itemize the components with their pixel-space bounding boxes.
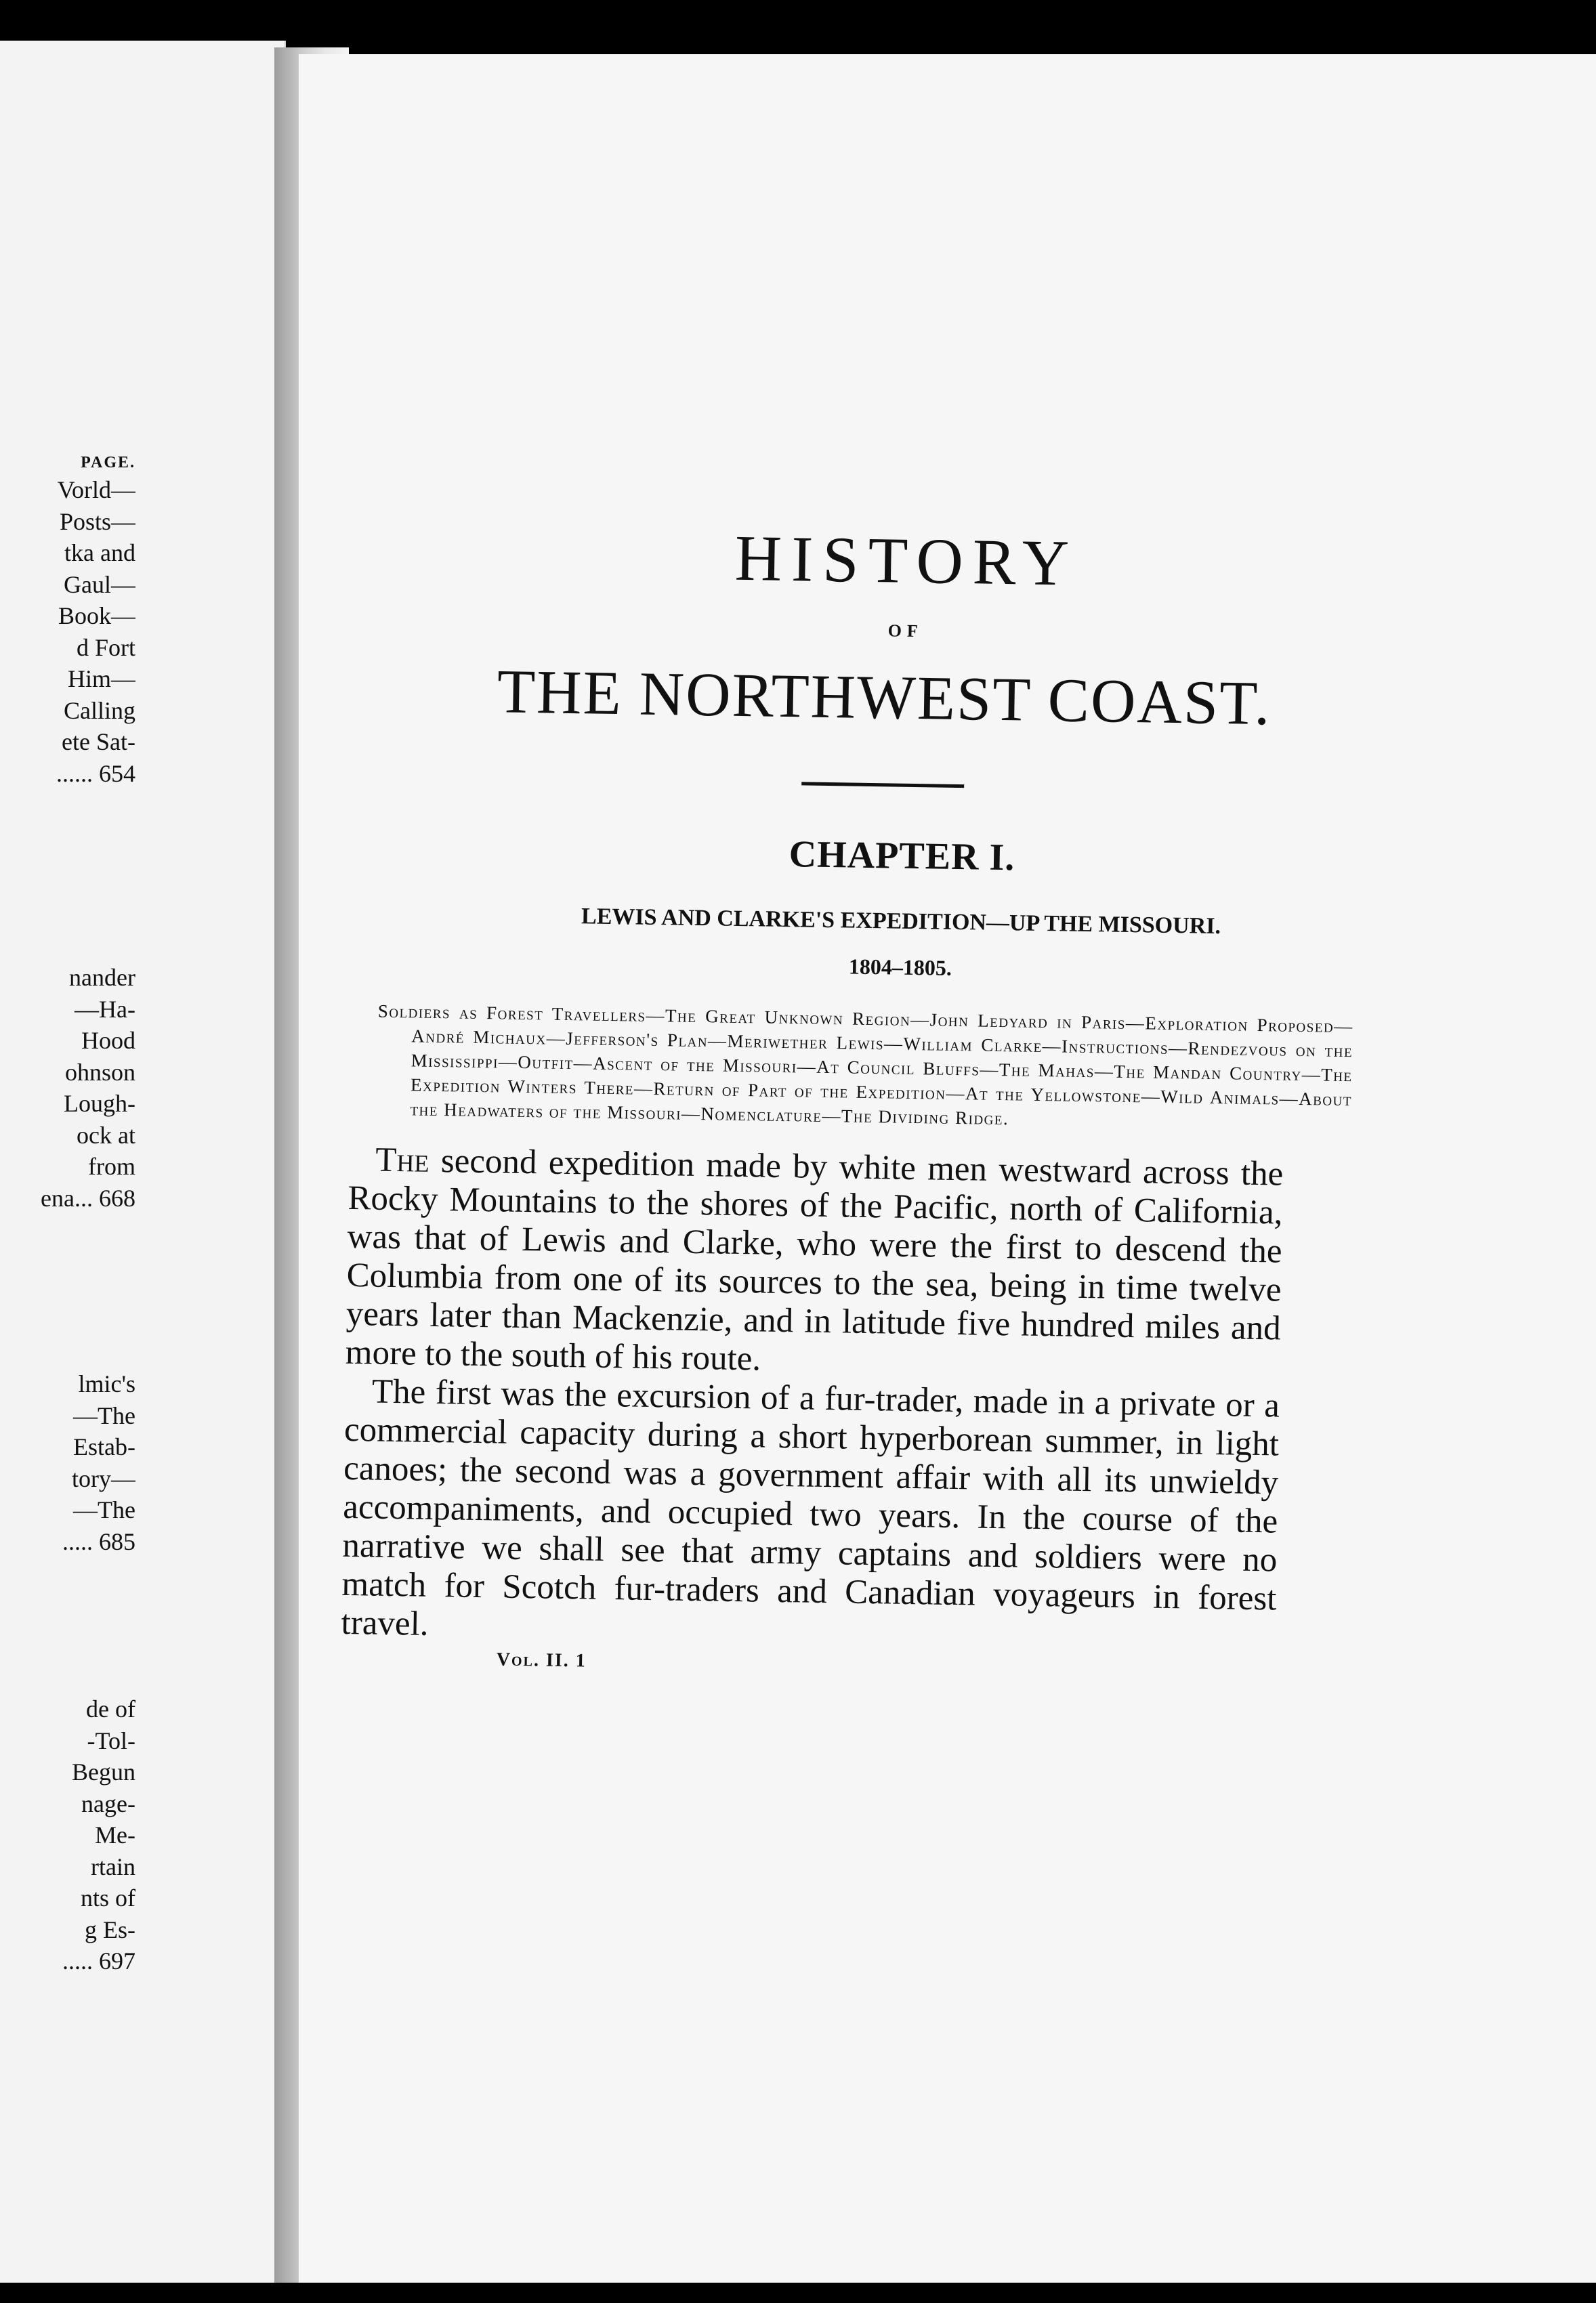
book-subtitle: THE NORTHWEST COAST. — [497, 656, 1272, 738]
chapter-summary — [376, 999, 1353, 1137]
left-toc-line: Calling — [64, 696, 135, 724]
page-content — [341, 488, 1375, 1684]
volume-signature: Vol. II. 1 — [496, 1649, 587, 1672]
chapter-dates: 1804–1805. — [848, 954, 952, 980]
left-toc-line: rtain — [91, 1853, 135, 1880]
left-toc-line: tory— — [72, 1464, 135, 1492]
left-toc-block-4 — [0, 1693, 135, 1977]
chapter-summary-text: Soldiers as Forest Travellers—The Great Unknown Region—John Ledyard in Paris—Exploration Proposed—André Michaux—Jefferson's Plan—Meriwether Lewis—William Clarke—Instructions—Rendezvous on the Mississippi—Outfit—Ascent of the Missouri—At Council Bluffs—The Mahas—The Mandan Country—The Expedition Winters There—Return of Part of the Expedition—At the Yellowstone—Wild Animals—About the Headwaters of the Missouri—Nomenclature—The Dividing Ridge. — [377, 1000, 1353, 1129]
left-toc-line: nage- — [81, 1790, 135, 1817]
left-toc-line: nts of — [81, 1884, 135, 1911]
left-toc-line: Lough- — [64, 1090, 135, 1117]
left-toc-line: ohnson — [64, 1058, 135, 1086]
paragraph-1-lead: The — [375, 1141, 429, 1180]
left-toc-line: Hood — [81, 1027, 135, 1054]
scan-border — [0, 2283, 1596, 2303]
left-toc-line: Vorld— — [57, 476, 135, 503]
left-toc-line: ena... 668 — [41, 1184, 135, 1212]
left-toc-line: tka and — [64, 539, 135, 566]
left-toc-line: Estab- — [73, 1433, 135, 1460]
left-toc-line: de of — [86, 1695, 135, 1723]
left-toc-line: ..... 685 — [62, 1527, 135, 1555]
left-toc-line: ...... 654 — [56, 759, 135, 787]
book-title: HISTORY — [734, 521, 1079, 599]
left-toc-line: -Tol- — [87, 1727, 135, 1754]
left-toc-line: Begun — [72, 1758, 135, 1786]
left-toc-line: from — [88, 1153, 135, 1180]
left-toc-line: Posts— — [59, 507, 135, 535]
left-toc-line: Book— — [58, 602, 135, 629]
left-toc-line: g Es- — [85, 1916, 135, 1943]
chapter-title: LEWIS AND CLARKE'S EXPEDITION—UP THE MISSOURI. — [581, 904, 1221, 939]
left-toc-line: ..... 697 — [62, 1947, 135, 1974]
left-toc-line: d Fort — [76, 633, 135, 661]
left-toc-block-1 — [0, 474, 135, 789]
body-text — [341, 1141, 1283, 1657]
left-toc-line: lmic's — [78, 1370, 135, 1397]
left-page-heading: PAGE. — [81, 454, 135, 471]
left-toc-block-2 — [0, 962, 135, 1214]
left-page — [0, 41, 286, 2296]
left-toc-line: Gaul— — [64, 570, 135, 598]
left-toc-block-3 — [0, 1368, 135, 1557]
left-toc-line: ock at — [77, 1121, 135, 1149]
left-toc-line: ete Sat- — [62, 728, 135, 755]
left-toc-line: nander — [69, 964, 135, 991]
paragraph-1-text: second expedition made by white men westward across the Rocky Mountains to the shores of the Pacific, north of California, was that of Lewis and Clarke, who were the first to descend the Columbia from one of its sources to the sea, being in time twelve years later than Mackenzie, and in latitude five hundred miles and more to the south of his route. — [345, 1142, 1284, 1378]
left-toc-line: —The — [73, 1496, 135, 1523]
title-rule — [801, 782, 964, 788]
chapter-number: CHAPTER I. — [789, 833, 1015, 879]
left-toc-line: —Ha- — [75, 995, 135, 1023]
left-toc-line: —The — [73, 1401, 135, 1429]
left-toc-line: Him— — [67, 665, 135, 692]
paragraph-1 — [345, 1141, 1283, 1387]
title-of: OF — [887, 620, 924, 641]
paragraph-2: The first was the excursion of a fur-trader, made in a private or a commercial capacity during a short hyperborean summer, in light canoes; the second was a government affair with all its unwieldy accompaniments, and occupied two years. In the course of the narrative we shall see that army captains and soldiers were no match for Scotch fur-traders and Canadian voyageurs in forest travel. — [341, 1372, 1280, 1643]
left-toc-line: Me- — [95, 1821, 135, 1848]
